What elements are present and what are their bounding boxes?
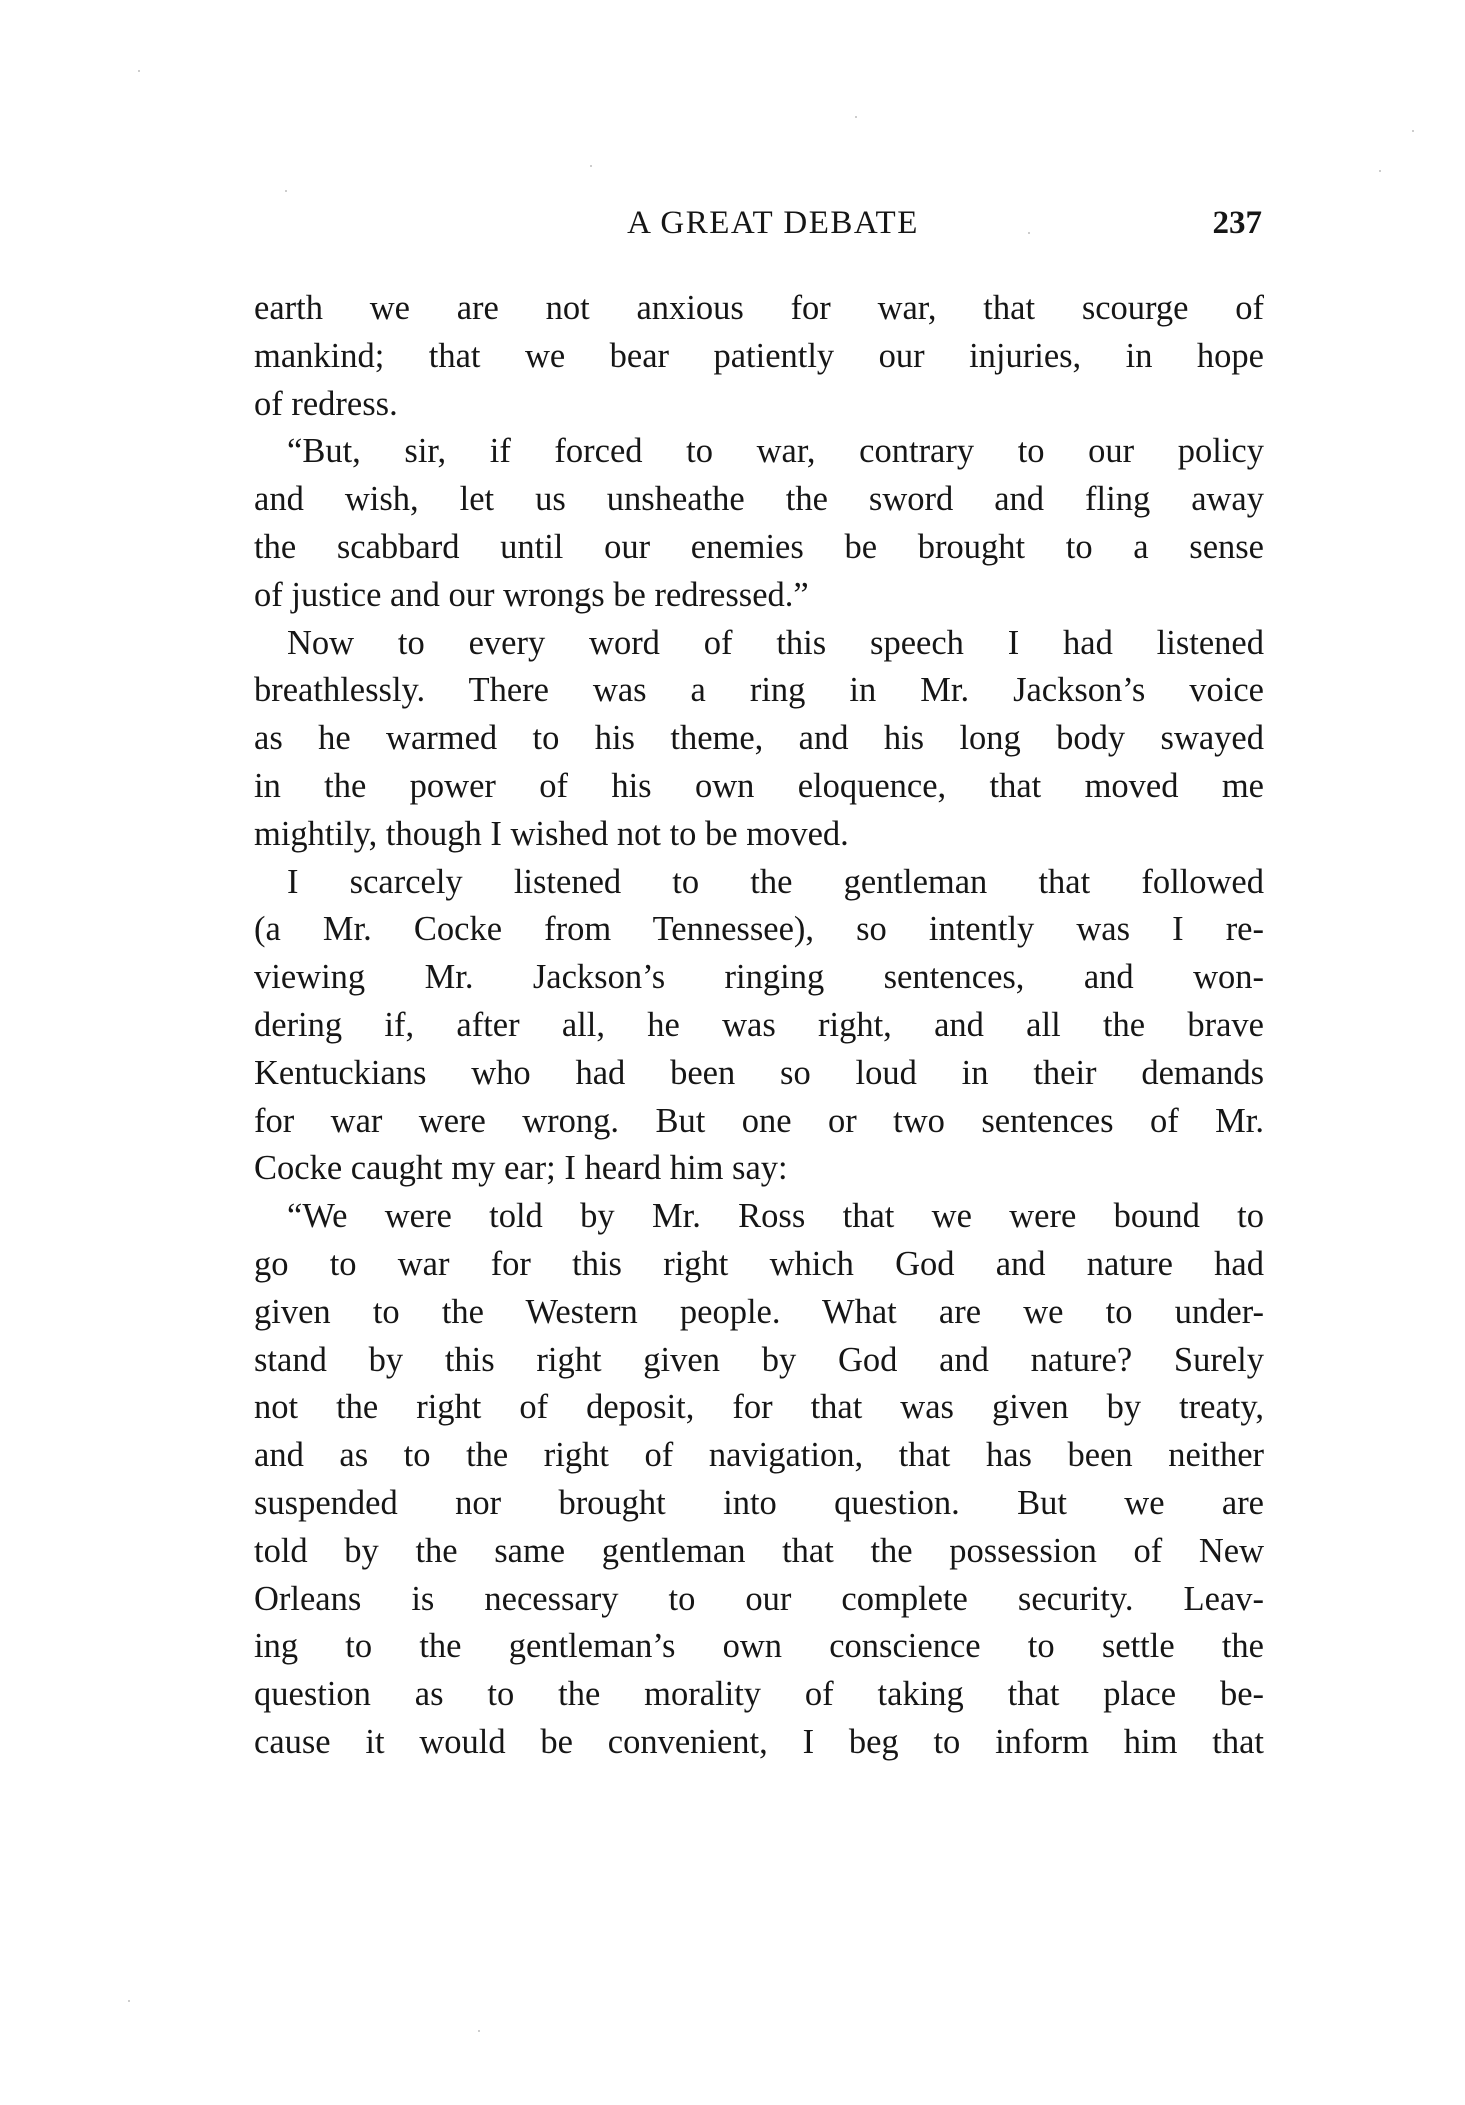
text-line: Cocke caught my ear; I heard him say: (254, 1149, 788, 1188)
body-text (254, 285, 1264, 1767)
text-line: viewing Mr. Jackson’s ringing sentences, and won- (254, 958, 1264, 997)
text-line: go to war for this right which God and nature had (254, 1244, 1264, 1283)
text-line: Kentuckians who had been so loud in their demands (254, 1053, 1264, 1092)
paragraph (254, 859, 1264, 1194)
paragraph (254, 285, 1264, 428)
text-line: of justice and our wrongs be redressed.” (254, 575, 809, 614)
text-line: stand by this right given by God and nature? Surely (254, 1340, 1264, 1379)
text-line: the scabbard until our enemies be brought to a sense (254, 527, 1264, 566)
text-line: of redress. (254, 384, 398, 423)
text-line: (a Mr. Cocke from Tennessee), so intently was I re- (254, 910, 1264, 949)
text-line: suspended nor brought into question. But we are (254, 1483, 1264, 1522)
text-line: breathlessly. There was a ring in Mr. Jackson’s voice (254, 671, 1264, 710)
text-line: cause it would be convenient, I beg to inform him that (254, 1722, 1264, 1761)
page-number: 237 (1212, 205, 1262, 241)
text-line: ing to the gentleman’s own conscience to settle the (254, 1627, 1264, 1666)
text-line: dering if, after all, he was right, and all the brave (254, 1005, 1264, 1044)
running-header (254, 205, 1264, 249)
text-line: as he warmed to his theme, and his long body swayed (254, 719, 1264, 758)
text-line: given to the Western people. What are we to under- (254, 1292, 1264, 1331)
text-line: mightily, though I wished not to be moved. (254, 814, 849, 853)
text-line: question as to the morality of taking that place be- (254, 1675, 1264, 1714)
text-line: “But, sir, if forced to war, contrary to our policy (287, 432, 1264, 471)
text-line: for war were wrong. But one or two sentences of Mr. (254, 1101, 1264, 1140)
paragraph (254, 428, 1264, 619)
text-line: and as to the right of navigation, that has been neither (254, 1436, 1264, 1475)
text-line: and wish, let us unsheathe the sword and fling away (254, 480, 1264, 519)
text-line: Orleans is necessary to our complete security. Leav- (254, 1579, 1264, 1618)
text-line: “We were told by Mr. Ross that we were bound to (287, 1197, 1264, 1236)
paragraph (254, 620, 1264, 859)
text-line: mankind; that we bear patiently our injuries, in hope (254, 336, 1264, 375)
running-title: A GREAT DEBATE (627, 205, 919, 241)
text-line: earth we are not anxious for war, that scourge of (254, 289, 1264, 327)
text-line: told by the same gentleman that the possession of New (254, 1531, 1264, 1570)
text-line: in the power of his own eloquence, that moved me (254, 766, 1264, 805)
text-line: not the right of deposit, for that was given by treaty, (254, 1388, 1264, 1427)
text-line: I scarcely listened to the gentleman that followed (287, 862, 1264, 901)
text-line: Now to every word of this speech I had listened (287, 623, 1264, 662)
paragraph (254, 1193, 1264, 1767)
